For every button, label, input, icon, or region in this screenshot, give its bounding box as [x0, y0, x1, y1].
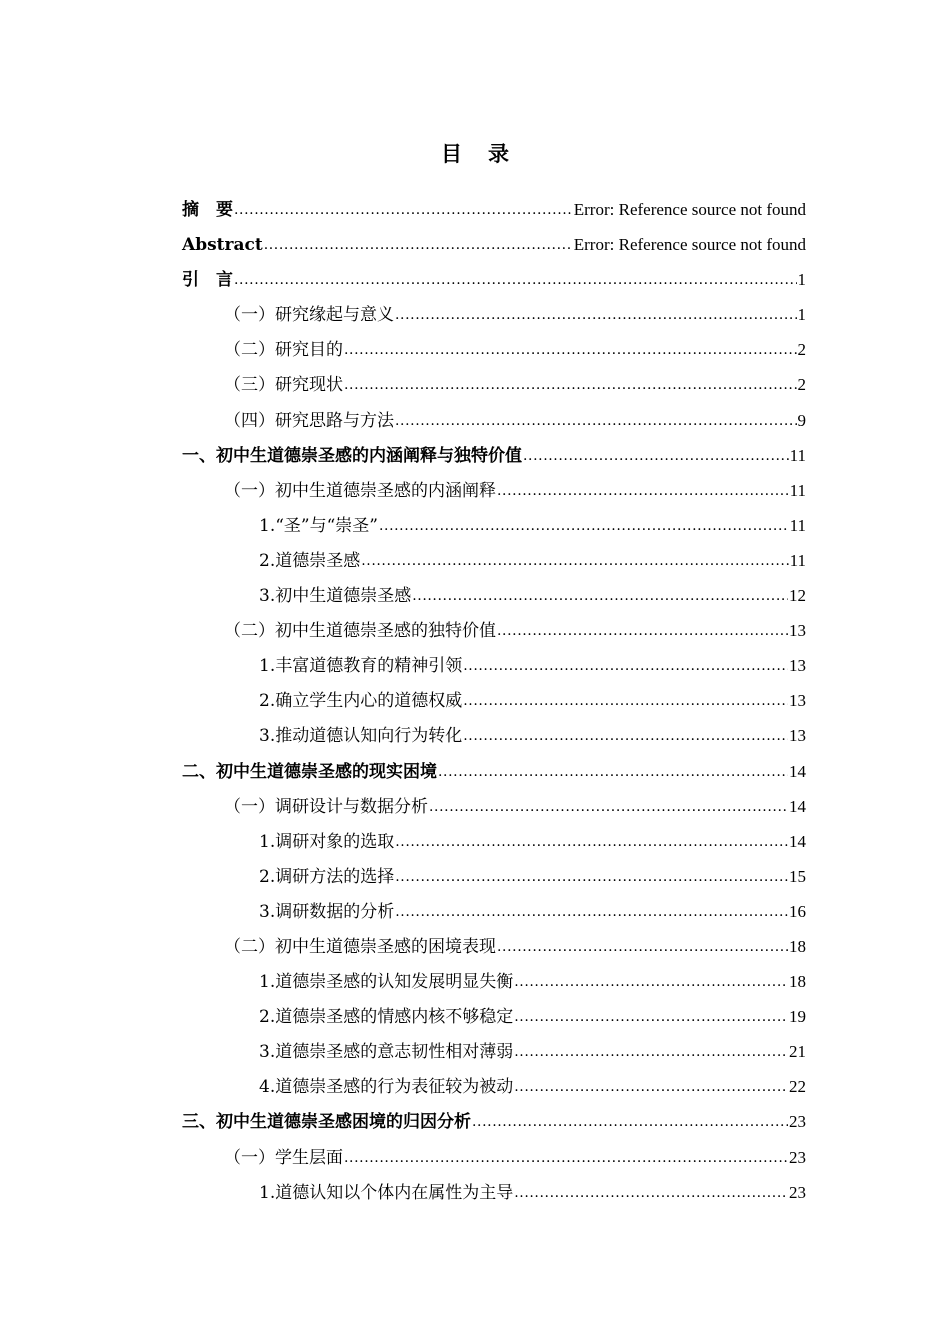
dot-leader: [497, 929, 788, 965]
toc-entry-label: 2.确立学生内心的道德权威: [259, 691, 463, 712]
toc-entry-page-number: 1: [797, 270, 806, 290]
toc-entry[interactable]: [182, 262, 806, 297]
toc-entry[interactable]: [182, 297, 806, 332]
toc-entry-page-number: 18: [789, 936, 806, 956]
toc-entry-label: 2.调研方法的选择: [259, 866, 395, 887]
toc-entry-page-number: 2: [797, 340, 806, 360]
toc-entry-label: 1.调研对象的选取: [259, 831, 395, 852]
toc-entry-page-number: 19: [789, 1007, 806, 1027]
dot-leader: [234, 192, 573, 228]
toc-entry[interactable]: [182, 508, 806, 543]
toc-entry-page-number: 13: [789, 621, 806, 641]
toc-entry-page-number: 21: [789, 1042, 806, 1062]
toc-entry-page-number: 23: [789, 1147, 806, 1167]
toc-entry-page-number: 15: [789, 866, 806, 886]
toc-entry[interactable]: [182, 192, 806, 227]
toc-entry-label: 1.丰富道德教育的精神引领: [259, 656, 463, 677]
toc-entry[interactable]: [182, 754, 806, 789]
toc-entry-page-number: 14: [789, 761, 806, 781]
toc-entry[interactable]: [182, 543, 806, 578]
table-of-contents: [182, 192, 806, 1210]
dot-leader: [395, 403, 797, 439]
dot-leader: [234, 262, 797, 298]
toc-entry-page-number: 13: [789, 726, 806, 746]
toc-entry-label: 1.“圣”与“崇圣”: [259, 515, 378, 536]
toc-entry-label: 二、初中生道德崇圣感的现实困境: [182, 761, 437, 782]
toc-entry-label: 3.初中生道德崇圣感: [259, 586, 412, 607]
dot-leader: [472, 1104, 788, 1140]
toc-entry-page-number: 23: [789, 1112, 806, 1132]
toc-entry[interactable]: [182, 929, 806, 964]
toc-entry[interactable]: [182, 403, 806, 438]
toc-entry-page-number: 11: [789, 480, 806, 500]
dot-leader: [463, 683, 788, 719]
toc-entry-label: （四）研究思路与方法: [224, 410, 394, 431]
toc-entry[interactable]: [182, 999, 806, 1034]
toc-entry[interactable]: [182, 1034, 806, 1069]
toc-entry[interactable]: [182, 648, 806, 683]
dot-leader: [412, 578, 788, 614]
toc-entry-page-number: 12: [789, 586, 806, 606]
toc-entry[interactable]: [182, 613, 806, 648]
toc-entry[interactable]: [182, 1140, 806, 1175]
dot-leader: [379, 508, 789, 544]
dot-leader: [514, 964, 788, 1000]
toc-entry[interactable]: [182, 227, 806, 262]
toc-entry-label: 2.道德崇圣感: [259, 550, 361, 571]
dot-leader: [264, 227, 573, 263]
toc-entry[interactable]: [182, 718, 806, 753]
toc-entry-page-number: 14: [789, 796, 806, 816]
toc-entry-page-number: 13: [789, 691, 806, 711]
toc-entry[interactable]: [182, 578, 806, 613]
toc-entry-label: 4.道德崇圣感的行为表征较为被动: [259, 1077, 514, 1098]
dot-leader: [395, 859, 788, 895]
toc-entry[interactable]: [182, 964, 806, 999]
toc-entry-label: （二）初中生道德崇圣感的独特价值: [224, 621, 496, 642]
toc-entry-label: （二）研究目的: [224, 340, 343, 361]
toc-entry[interactable]: [182, 473, 806, 508]
toc-entry-label: 一、初中生道德崇圣感的内涵阐释与独特价值: [182, 445, 522, 466]
toc-entry-label: 摘要: [182, 200, 233, 220]
toc-entry[interactable]: [182, 789, 806, 824]
dot-leader: [497, 613, 788, 649]
dot-leader: [361, 543, 788, 579]
toc-entry[interactable]: [182, 859, 806, 894]
dot-leader: [429, 789, 788, 825]
toc-entry-page-number: Error: Reference source not found: [573, 235, 806, 255]
dot-leader: [514, 999, 788, 1035]
toc-entry-label: 1.道德认知以个体内在属性为主导: [259, 1182, 514, 1203]
toc-entry-label: （一）初中生道德崇圣感的内涵阐释: [224, 480, 496, 501]
dot-leader: [463, 648, 788, 684]
toc-entry[interactable]: [182, 367, 806, 402]
toc-entry-label: 1.道德崇圣感的认知发展明显失衡: [259, 972, 514, 993]
toc-entry[interactable]: [182, 1069, 806, 1104]
toc-entry-label: （一）学生层面: [224, 1147, 343, 1168]
toc-entry-label: 2.道德崇圣感的情感内核不够稳定: [259, 1007, 514, 1028]
toc-entry-label: （三）研究现状: [224, 375, 343, 396]
toc-entry-label: Abstract: [182, 235, 263, 256]
dot-leader: [523, 438, 789, 474]
dot-leader: [395, 894, 788, 930]
toc-entry-page-number: 11: [789, 445, 806, 465]
toc-entry-page-number: 2: [797, 375, 806, 395]
page-title: 目录: [441, 141, 535, 166]
dot-leader: [344, 367, 797, 403]
toc-entry[interactable]: [182, 824, 806, 859]
toc-entry-page-number: 22: [789, 1077, 806, 1097]
toc-entry-page-number: 13: [789, 656, 806, 676]
toc-entry[interactable]: [182, 332, 806, 367]
toc-entry-label: 三、初中生道德崇圣感困境的归因分析: [182, 1112, 471, 1133]
toc-entry-page-number: Error: Reference source not found: [573, 200, 806, 219]
toc-entry[interactable]: [182, 1175, 806, 1210]
toc-entry-label: 3.推动道德认知向行为转化: [259, 726, 463, 747]
toc-entry-label: （一）研究缘起与意义: [224, 305, 394, 326]
dot-leader: [514, 1069, 788, 1105]
toc-entry[interactable]: [182, 683, 806, 718]
dot-leader: [395, 297, 797, 333]
dot-leader: [514, 1034, 788, 1070]
toc-entry-page-number: 1: [797, 305, 806, 325]
toc-entry-page-number: 11: [789, 515, 806, 535]
toc-entry-label: 3.道德崇圣感的意志韧性相对薄弱: [259, 1042, 514, 1063]
toc-entry-page-number: 16: [789, 901, 806, 921]
dot-leader: [497, 473, 789, 509]
dot-leader: [395, 824, 788, 860]
toc-entry[interactable]: [182, 894, 806, 929]
toc-entry-page-number: 14: [789, 831, 806, 851]
toc-entry-page-number: 18: [789, 972, 806, 992]
dot-leader: [438, 754, 788, 790]
dot-leader: [344, 1140, 788, 1176]
toc-entry-page-number: 23: [789, 1182, 806, 1202]
toc-entry-page-number: 9: [797, 410, 806, 430]
toc-entry[interactable]: [182, 438, 806, 473]
toc-entry-label: （一）调研设计与数据分析: [224, 796, 428, 817]
toc-entry[interactable]: [182, 1104, 806, 1139]
dot-leader: [514, 1175, 788, 1211]
toc-entry-label: （二）初中生道德崇圣感的困境表现: [224, 936, 496, 957]
toc-entry-label: 引言: [182, 270, 233, 291]
dot-leader: [463, 718, 788, 754]
toc-entry-label: 3.调研数据的分析: [259, 901, 395, 922]
dot-leader: [344, 332, 797, 368]
toc-entry-page-number: 11: [789, 550, 806, 570]
